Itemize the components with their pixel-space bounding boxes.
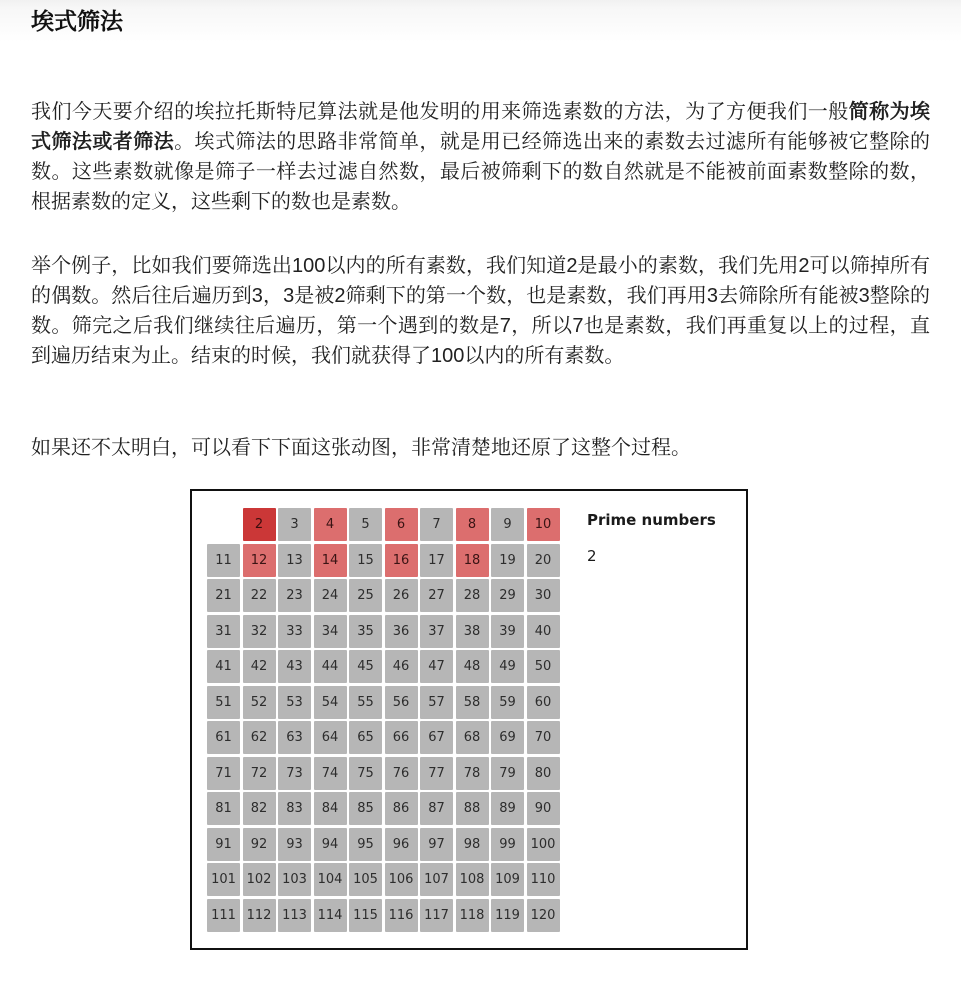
paragraph-intro-bold: 简称为埃式筛法或者筛法: [31, 101, 931, 153]
paragraph-intro: [31, 97, 930, 217]
grid-cell-21: 21: [207, 579, 240, 612]
grid-cell-52: 52: [243, 686, 276, 719]
grid-cell-29: 29: [491, 579, 524, 612]
grid-cell-49: 49: [491, 650, 524, 683]
grid-cell-89: 89: [491, 792, 524, 825]
grid-cell-92: 92: [243, 828, 276, 861]
grid-cell-82: 82: [243, 792, 276, 825]
grid-cell-106: 106: [385, 863, 418, 896]
grid-cell-56: 56: [385, 686, 418, 719]
grid-cell-60: 60: [527, 686, 560, 719]
grid-cell-119: 119: [491, 899, 524, 932]
grid-cell-11: 11: [207, 544, 240, 577]
grid-cell-94: 94: [314, 828, 347, 861]
grid-cell-88: 88: [456, 792, 489, 825]
prime-legend-list: [587, 546, 716, 566]
prime-legend-title: Prime numbers: [587, 511, 716, 529]
grid-cell-72: 72: [243, 757, 276, 790]
grid-cell-24: 24: [314, 579, 347, 612]
grid-cell-91: 91: [207, 828, 240, 861]
grid-cell-38: 38: [456, 615, 489, 648]
page-title: 埃式筛法: [31, 8, 123, 34]
grid-cell-69: 69: [491, 721, 524, 754]
paragraph-intro-post: 。埃式筛法的思路非常简单，就是用已经筛选出来的素数去过滤所有能够被它整除的数。这些素数就像是筛子一样去过滤自然数，最后被筛剩下的数自然就是不能被前面素数整除的数，根据素数的定义，这些剩下的数也是素数。: [31, 131, 931, 213]
grid-cell-27: 27: [420, 579, 453, 612]
grid-cell-3: 3: [278, 508, 311, 541]
grid-cell-87: 87: [420, 792, 453, 825]
grid-cell-48: 48: [456, 650, 489, 683]
grid-cell-30: 30: [527, 579, 560, 612]
grid-cell-34: 34: [314, 615, 347, 648]
prime-legend: [587, 511, 716, 566]
grid-cell-98: 98: [456, 828, 489, 861]
grid-cell-111: 111: [207, 899, 240, 932]
grid-cell-22: 22: [243, 579, 276, 612]
grid-cell-104: 104: [314, 863, 347, 896]
grid-cell-61: 61: [207, 721, 240, 754]
grid-cell-57: 57: [420, 686, 453, 719]
grid-cell-76: 76: [385, 757, 418, 790]
grid-cell-84: 84: [314, 792, 347, 825]
found-prime-value: 2: [587, 547, 597, 565]
grid-cell-58: 58: [456, 686, 489, 719]
grid-cell-43: 43: [278, 650, 311, 683]
grid-cell-55: 55: [349, 686, 382, 719]
grid-cell-93: 93: [278, 828, 311, 861]
grid-cell-63: 63: [278, 721, 311, 754]
grid-cell-44: 44: [314, 650, 347, 683]
grid-cell-37: 37: [420, 615, 453, 648]
grid-cell-95: 95: [349, 828, 382, 861]
grid-cell-10: 10: [527, 508, 560, 541]
grid-cell-78: 78: [456, 757, 489, 790]
grid-cell-79: 79: [491, 757, 524, 790]
grid-cell-2: 2: [243, 508, 276, 541]
grid-cell-99: 99: [491, 828, 524, 861]
grid-cell-32: 32: [243, 615, 276, 648]
grid-cell-18: 18: [456, 544, 489, 577]
grid-cell-112: 112: [243, 899, 276, 932]
grid-cell-81: 81: [207, 792, 240, 825]
grid-cell-39: 39: [491, 615, 524, 648]
grid-cell-110: 110: [527, 863, 560, 896]
grid-cell-51: 51: [207, 686, 240, 719]
grid-cell-67: 67: [420, 721, 453, 754]
grid-cell-9: 9: [491, 508, 524, 541]
grid-cell-59: 59: [491, 686, 524, 719]
grid-cell-15: 15: [349, 544, 382, 577]
grid-cell-75: 75: [349, 757, 382, 790]
grid-cell-35: 35: [349, 615, 382, 648]
grid-cell-68: 68: [456, 721, 489, 754]
grid-cell-12: 12: [243, 544, 276, 577]
grid-cell-66: 66: [385, 721, 418, 754]
grid-cell-36: 36: [385, 615, 418, 648]
grid-cell-14: 14: [314, 544, 347, 577]
grid-cell-107: 107: [420, 863, 453, 896]
grid-cell-31: 31: [207, 615, 240, 648]
grid-cell-25: 25: [349, 579, 382, 612]
grid-cell-23: 23: [278, 579, 311, 612]
grid-cell-28: 28: [456, 579, 489, 612]
grid-cell-114: 114: [314, 899, 347, 932]
grid-cell-5: 5: [349, 508, 382, 541]
grid-cell-33: 33: [278, 615, 311, 648]
grid-cell-100: 100: [527, 828, 560, 861]
grid-cell-73: 73: [278, 757, 311, 790]
paragraph-example: 举个例子，比如我们要筛选出100以内的所有素数，我们知道2是最小的素数，我们先用2可以筛掉所有的偶数。然后往后遍历到3，3是被2筛剩下的第一个数，也是素数，我们再用3去筛除所有能被3整除的数。筛完之后我们继续往后遍历，第一个遇到的数是7，所以7也是素数，我们再重复以上的过程，直到遍历结束为止。结束的时候，我们就获得了100以内的所有素数。: [31, 255, 930, 367]
grid-cell-8: 8: [456, 508, 489, 541]
sieve-grid: [207, 508, 560, 932]
grid-cell-85: 85: [349, 792, 382, 825]
grid-cell-70: 70: [527, 721, 560, 754]
grid-cell-86: 86: [385, 792, 418, 825]
grid-cell-64: 64: [314, 721, 347, 754]
grid-cell-4: 4: [314, 508, 347, 541]
grid-cell-46: 46: [385, 650, 418, 683]
grid-cell-115: 115: [349, 899, 382, 932]
grid-cell-42: 42: [243, 650, 276, 683]
grid-cell-53: 53: [278, 686, 311, 719]
paragraph-intro-pre: 我们今天要介绍的埃拉托斯特尼算法就是他发明的用来筛选素数的方法，为了方便我们一般: [31, 101, 849, 123]
grid-cell-65: 65: [349, 721, 382, 754]
grid-cell-13: 13: [278, 544, 311, 577]
grid-cell-96: 96: [385, 828, 418, 861]
sieve-animation-figure: [190, 489, 748, 950]
grid-cell-7: 7: [420, 508, 453, 541]
grid-cell-105: 105: [349, 863, 382, 896]
grid-cell-77: 77: [420, 757, 453, 790]
grid-cell-120: 120: [527, 899, 560, 932]
grid-cell-90: 90: [527, 792, 560, 825]
grid-cell-117: 117: [420, 899, 453, 932]
grid-cell-45: 45: [349, 650, 382, 683]
grid-cell-47: 47: [420, 650, 453, 683]
grid-cell-116: 116: [385, 899, 418, 932]
grid-cell-54: 54: [314, 686, 347, 719]
grid-cell-26: 26: [385, 579, 418, 612]
grid-cell-97: 97: [420, 828, 453, 861]
grid-cell-19: 19: [491, 544, 524, 577]
grid-cell-83: 83: [278, 792, 311, 825]
grid-cell-16: 16: [385, 544, 418, 577]
grid-cell-41: 41: [207, 650, 240, 683]
grid-cell-20: 20: [527, 544, 560, 577]
grid-cell-118: 118: [456, 899, 489, 932]
grid-cell-102: 102: [243, 863, 276, 896]
grid-cell-17: 17: [420, 544, 453, 577]
grid-cell-50: 50: [527, 650, 560, 683]
grid-cell-109: 109: [491, 863, 524, 896]
grid-cell-6: 6: [385, 508, 418, 541]
grid-cell-108: 108: [456, 863, 489, 896]
grid-cell-113: 113: [278, 899, 311, 932]
grid-cell-62: 62: [243, 721, 276, 754]
grid-cell-71: 71: [207, 757, 240, 790]
grid-cell-40: 40: [527, 615, 560, 648]
paragraph-gif-note: 如果还不太明白，可以看下下面这张动图，非常清楚地还原了这整个过程。: [31, 437, 691, 459]
grid-cell-80: 80: [527, 757, 560, 790]
grid-cell-74: 74: [314, 757, 347, 790]
grid-cell-103: 103: [278, 863, 311, 896]
grid-cell-101: 101: [207, 863, 240, 896]
